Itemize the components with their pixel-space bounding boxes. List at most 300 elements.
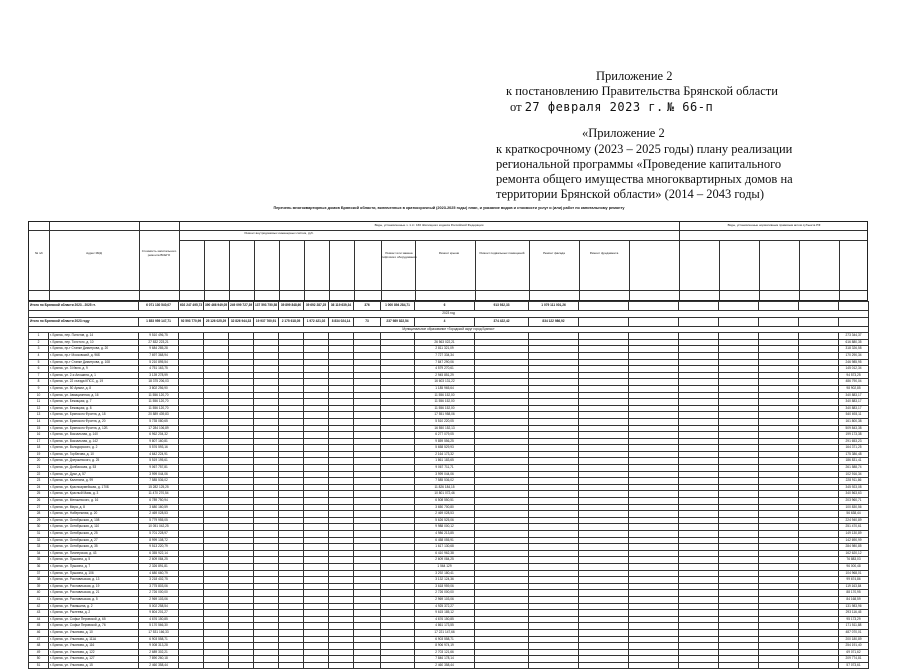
table-row	[29, 636, 869, 643]
row-system-value	[279, 643, 304, 650]
row-system-value	[279, 557, 304, 564]
row-other-value	[579, 629, 629, 636]
row-other-value	[629, 616, 679, 623]
row-system-value	[204, 662, 229, 669]
row-address: г. Брянск, ул. 50 Армии, д. 8	[49, 385, 139, 392]
row-system-value	[304, 438, 329, 445]
row-address: г. Брянск, пр-т Станке Димитрова, д. 20	[49, 346, 139, 353]
row-roof-value: 3 999 044,06	[415, 471, 475, 478]
row-cost: 4 680 660,79	[139, 570, 179, 577]
row-other-value	[759, 511, 799, 518]
row-system-value	[179, 570, 204, 577]
row-system-value	[354, 346, 381, 353]
row-system-value	[229, 563, 254, 570]
row-system-value	[304, 577, 329, 584]
row-other-value	[759, 352, 799, 359]
row-system-value	[354, 610, 381, 617]
row-system-value	[354, 649, 381, 656]
row-other-value	[629, 379, 679, 386]
row-system-value	[204, 399, 229, 406]
row-other-value	[579, 333, 629, 340]
row-system-value	[279, 629, 304, 636]
row-system-value	[381, 366, 415, 373]
row-roof-value: 5 626 525,06	[415, 517, 475, 524]
row-system-value	[304, 537, 329, 544]
row-system-value	[204, 577, 229, 584]
row-system-value	[254, 498, 279, 505]
row-system-value	[329, 649, 354, 656]
row-address: г. Брянск, ул. Пионерская, д. 43	[49, 550, 139, 557]
row-system-value	[381, 524, 415, 531]
row-other-value	[475, 385, 529, 392]
row-other-value	[475, 405, 529, 412]
table-row	[29, 662, 869, 669]
row-system-value	[179, 596, 204, 603]
row-other-value	[579, 465, 629, 472]
row-other-value	[629, 583, 679, 590]
row-system-value	[329, 557, 354, 564]
row-other-value	[629, 458, 679, 465]
row-control-value: 100 830,56	[839, 504, 869, 511]
row-system-value	[254, 577, 279, 584]
row-other-value	[475, 590, 529, 597]
row-system-value	[204, 629, 229, 636]
row-roof-value: 2 945 851,29	[415, 372, 475, 379]
houses-table	[28, 301, 869, 669]
row-other-value	[629, 438, 679, 445]
row-number: 42	[29, 603, 49, 610]
row-system-value	[381, 372, 415, 379]
row-number: 38	[29, 577, 49, 584]
row-cost: 17 531 166,33	[139, 629, 179, 636]
row-other-value	[679, 418, 719, 425]
row-other-value	[719, 596, 759, 603]
table-row	[29, 412, 869, 419]
row-other-value	[529, 563, 579, 570]
row-other-value	[759, 346, 799, 353]
row-other-value	[629, 445, 679, 452]
row-number: 27	[29, 504, 49, 511]
row-system-value	[204, 550, 229, 557]
row-system-value	[279, 524, 304, 531]
row-system-value	[179, 524, 204, 531]
row-system-value	[304, 346, 329, 353]
row-system-value	[229, 451, 254, 458]
row-system-value	[279, 498, 304, 505]
row-system-value	[329, 623, 354, 630]
row-system-value	[354, 451, 381, 458]
row-system-value	[179, 484, 204, 491]
row-cost: 3 680 160,59	[139, 504, 179, 511]
row-control-value: 56 638,44	[839, 511, 869, 518]
row-other-value	[629, 418, 679, 425]
row-control-value: 345 923,08	[839, 484, 869, 491]
row-other-value	[629, 359, 679, 366]
row-system-value	[329, 636, 354, 643]
table-row	[29, 643, 869, 650]
row-other-value	[579, 517, 629, 524]
header-num: № п/п	[34, 251, 44, 255]
row-system-value	[204, 537, 229, 544]
row-system-value	[304, 458, 329, 465]
row-system-value	[254, 662, 279, 669]
row-system-value	[381, 445, 415, 452]
row-number: 40	[29, 590, 49, 597]
row-other-value	[475, 445, 529, 452]
row-control-value: 340 883,17	[839, 392, 869, 399]
row-system-value	[279, 570, 304, 577]
row-system-value	[179, 563, 204, 570]
row-control-value: 251 470,61	[839, 524, 869, 531]
row-number: 12	[29, 405, 49, 412]
row-other-value	[679, 610, 719, 617]
row-other-value	[719, 524, 759, 531]
row-other-value	[629, 484, 679, 491]
row-system-value	[254, 517, 279, 524]
row-other-value	[579, 563, 629, 570]
row-other-value	[629, 339, 679, 346]
row-other-value	[759, 498, 799, 505]
row-system-value	[279, 656, 304, 663]
row-system-value	[204, 544, 229, 551]
row-system-value	[354, 537, 381, 544]
row-system-value	[229, 432, 254, 439]
date-prefix: от	[510, 100, 522, 114]
row-other-value	[679, 590, 719, 597]
row-system-value	[354, 498, 381, 505]
row-system-value	[179, 478, 204, 485]
row-number: 47	[29, 636, 49, 643]
row-roof-value: 4 579 270,61	[415, 366, 475, 373]
row-system-value	[179, 333, 204, 340]
row-other-value	[475, 616, 529, 623]
row-system-value	[381, 471, 415, 478]
row-other-value	[629, 649, 679, 656]
row-other-value	[719, 352, 759, 359]
row-system-value	[229, 662, 254, 669]
row-system-value	[381, 583, 415, 590]
row-other-value	[719, 445, 759, 452]
row-cost: 6 962 204,32	[139, 432, 179, 439]
row-system-value	[304, 425, 329, 432]
row-roof-value: 3 618 959,06	[415, 583, 475, 590]
row-other-value	[679, 570, 719, 577]
row-other-value	[529, 352, 579, 359]
row-system-value	[204, 366, 229, 373]
row-cost: 11 556 120,70	[139, 392, 179, 399]
row-system-value	[381, 623, 415, 630]
row-system-value	[204, 590, 229, 597]
row-other-value	[719, 379, 759, 386]
row-system-value	[354, 392, 381, 399]
row-other-value	[679, 478, 719, 485]
row-system-value	[204, 372, 229, 379]
row-other-value	[679, 352, 719, 359]
row-system-value	[229, 484, 254, 491]
row-system-value	[354, 385, 381, 392]
row-other-value	[629, 392, 679, 399]
row-system-value	[304, 405, 329, 412]
row-system-value	[354, 557, 381, 564]
row-system-value	[354, 366, 381, 373]
row-roof-value: 5 658 529,93	[415, 445, 475, 452]
row-system-value	[304, 418, 329, 425]
row-cost: 2 726 000,00	[139, 590, 179, 597]
row-other-value	[629, 432, 679, 439]
row-other-value	[799, 372, 839, 379]
row-other-value	[529, 405, 579, 412]
row-other-value	[579, 537, 629, 544]
row-cost: 4 751 163,75	[139, 366, 179, 373]
row-other-value	[629, 610, 679, 617]
row-other-value	[475, 504, 529, 511]
row-system-value	[304, 656, 329, 663]
row-number: 21	[29, 465, 49, 472]
row-other-value	[475, 392, 529, 399]
row-number: 46	[29, 629, 49, 636]
row-other-value	[579, 491, 629, 498]
row-address: г. Брянск, ул. Рославльская, д. 19	[49, 583, 139, 590]
row-other-value	[629, 517, 679, 524]
row-other-value	[759, 656, 799, 663]
total-value: 73	[354, 317, 381, 326]
row-system-value	[304, 570, 329, 577]
total-value: 92 593 770,99	[179, 317, 204, 326]
row-system-value	[254, 596, 279, 603]
row-roof-value: 7 846 178,14	[415, 656, 475, 663]
row-control-value: 284 980,85	[839, 544, 869, 551]
row-other-value	[719, 590, 759, 597]
row-system-value	[354, 656, 381, 663]
row-system-value	[229, 623, 254, 630]
row-control-value: 273 344,37	[839, 333, 869, 340]
row-other-value	[759, 623, 799, 630]
row-other-value	[799, 438, 839, 445]
row-system-value	[254, 636, 279, 643]
row-system-value	[254, 392, 279, 399]
row-system-value	[229, 649, 254, 656]
row-other-value	[759, 399, 799, 406]
row-roof-value: 2 609 084,25	[415, 557, 475, 564]
row-system-value	[354, 471, 381, 478]
row-system-value	[204, 511, 229, 518]
row-system-value	[329, 405, 354, 412]
row-roof-value: 2 969 103,06	[415, 596, 475, 603]
row-system-value	[229, 583, 254, 590]
row-other-value	[579, 445, 629, 452]
row-system-value	[329, 339, 354, 346]
row-other-value	[799, 603, 839, 610]
row-other-value	[679, 662, 719, 669]
row-cost: 8 999 108,72	[139, 537, 179, 544]
row-other-value	[719, 392, 759, 399]
row-number: 29	[29, 517, 49, 524]
row-other-value	[719, 425, 759, 432]
total-value: 1 079 111 001,26	[529, 302, 579, 311]
row-other-value	[475, 352, 529, 359]
row-other-value	[679, 445, 719, 452]
row-system-value	[254, 491, 279, 498]
row-other-value	[629, 405, 679, 412]
table-row	[29, 557, 869, 564]
row-system-value	[329, 432, 354, 439]
row-system-value	[254, 544, 279, 551]
row-other-value	[679, 557, 719, 564]
row-control-value: 186 831,41	[839, 458, 869, 465]
row-other-value	[719, 399, 759, 406]
row-system-value	[279, 550, 304, 557]
row-system-value	[304, 451, 329, 458]
row-system-value	[279, 531, 304, 538]
row-other-value	[629, 629, 679, 636]
row-other-value	[629, 385, 679, 392]
row-system-value	[229, 438, 254, 445]
row-other-value	[679, 438, 719, 445]
row-other-value	[629, 603, 679, 610]
row-system-value	[204, 517, 229, 524]
row-other-value	[579, 610, 629, 617]
row-other-value	[475, 379, 529, 386]
row-other-value	[799, 366, 839, 373]
row-other-value	[579, 504, 629, 511]
row-other-value	[679, 616, 719, 623]
total-value: 32 826 944,33	[229, 317, 254, 326]
row-system-value	[329, 531, 354, 538]
row-system-value	[354, 379, 381, 386]
row-other-value	[475, 531, 529, 538]
row-system-value	[381, 629, 415, 636]
row-system-value	[229, 590, 254, 597]
row-system-value	[329, 359, 354, 366]
row-system-value	[279, 504, 304, 511]
row-system-value	[204, 596, 229, 603]
row-cost: 3 802 256,90	[139, 385, 179, 392]
row-system-value	[381, 662, 415, 669]
row-roof-value: 4 676 150,85	[415, 616, 475, 623]
header-col-line	[475, 240, 476, 300]
row-system-value	[254, 451, 279, 458]
row-other-value	[529, 544, 579, 551]
row-system-value	[354, 405, 381, 412]
row-other-value	[529, 366, 579, 373]
row-system-value	[204, 333, 229, 340]
row-system-value	[254, 616, 279, 623]
row-number: 10	[29, 392, 49, 399]
row-number: 33	[29, 544, 49, 551]
row-other-value	[719, 537, 759, 544]
row-other-value	[529, 610, 579, 617]
row-system-value	[329, 471, 354, 478]
row-system-value	[279, 517, 304, 524]
row-system-value	[179, 629, 204, 636]
table-row	[29, 372, 869, 379]
row-cost: 18 375 206,03	[139, 379, 179, 386]
row-system-value	[381, 425, 415, 432]
row-other-value	[719, 432, 759, 439]
row-system-value	[304, 662, 329, 669]
row-system-value	[254, 445, 279, 452]
row-other-value	[579, 438, 629, 445]
row-system-value	[354, 478, 381, 485]
row-system-value	[354, 590, 381, 597]
row-system-value	[354, 603, 381, 610]
row-other-value	[679, 603, 719, 610]
row-system-value	[204, 531, 229, 538]
row-system-value	[254, 405, 279, 412]
row-roof-value: 4 861 173,55	[415, 623, 475, 630]
table-row	[29, 603, 869, 610]
row-system-value	[279, 432, 304, 439]
header-roof: Ремонт крыши	[438, 251, 460, 255]
row-cost: 11 556 120,70	[139, 405, 179, 412]
row-system-value	[279, 339, 304, 346]
row-other-value	[799, 629, 839, 636]
row-system-value	[279, 577, 304, 584]
header-col-line	[629, 240, 630, 300]
row-system-value	[329, 366, 354, 373]
decree-date: 27 февраля 2023 г.	[524, 100, 664, 114]
row-other-value	[529, 379, 579, 386]
total-value: 1 000 894 284,71	[381, 302, 415, 311]
table-row	[29, 623, 869, 630]
row-other-value	[719, 517, 759, 524]
row-control-value: 69 071,62	[839, 649, 869, 656]
row-system-value	[204, 445, 229, 452]
row-other-value	[629, 656, 679, 663]
row-system-value	[179, 649, 204, 656]
row-system-value	[381, 385, 415, 392]
row-other-value	[629, 504, 679, 511]
row-number: 18	[29, 445, 49, 452]
row-system-value	[329, 656, 354, 663]
row-address: г. Брянск, ул. Дзержинского, д. 25	[49, 458, 139, 465]
row-cost: 5 210 895,54	[139, 359, 179, 366]
row-system-value	[179, 432, 204, 439]
header-col-line	[415, 240, 416, 300]
row-system-value	[229, 385, 254, 392]
row-other-value	[579, 590, 629, 597]
row-system-value	[204, 458, 229, 465]
row-other-value	[579, 557, 629, 564]
row-system-value	[254, 465, 279, 472]
row-system-value	[179, 531, 204, 538]
row-other-value	[475, 517, 529, 524]
header-col-line	[719, 240, 720, 300]
row-control-value: 509 843,38	[839, 425, 869, 432]
row-address: г. Брянск, ул. Пушкина, д. 5	[49, 557, 139, 564]
row-system-value	[329, 616, 354, 623]
row-other-value	[759, 418, 799, 425]
row-other-value	[679, 399, 719, 406]
row-system-value	[381, 498, 415, 505]
row-system-value	[329, 346, 354, 353]
row-other-value	[719, 656, 759, 663]
table-row	[29, 590, 869, 597]
header-col-line	[839, 240, 840, 300]
row-other-value	[759, 616, 799, 623]
row-system-value	[279, 563, 304, 570]
row-address: г. Брянск, ул. Рославльская, д. 21	[49, 590, 139, 597]
row-system-value	[229, 524, 254, 531]
row-number: 17	[29, 438, 49, 445]
row-system-value	[179, 636, 204, 643]
table-row	[29, 570, 869, 577]
row-other-value	[719, 531, 759, 538]
row-system-value	[179, 583, 204, 590]
table-row	[29, 333, 869, 340]
row-other-value	[529, 438, 579, 445]
total-value: 249 099 727,39	[229, 302, 254, 311]
